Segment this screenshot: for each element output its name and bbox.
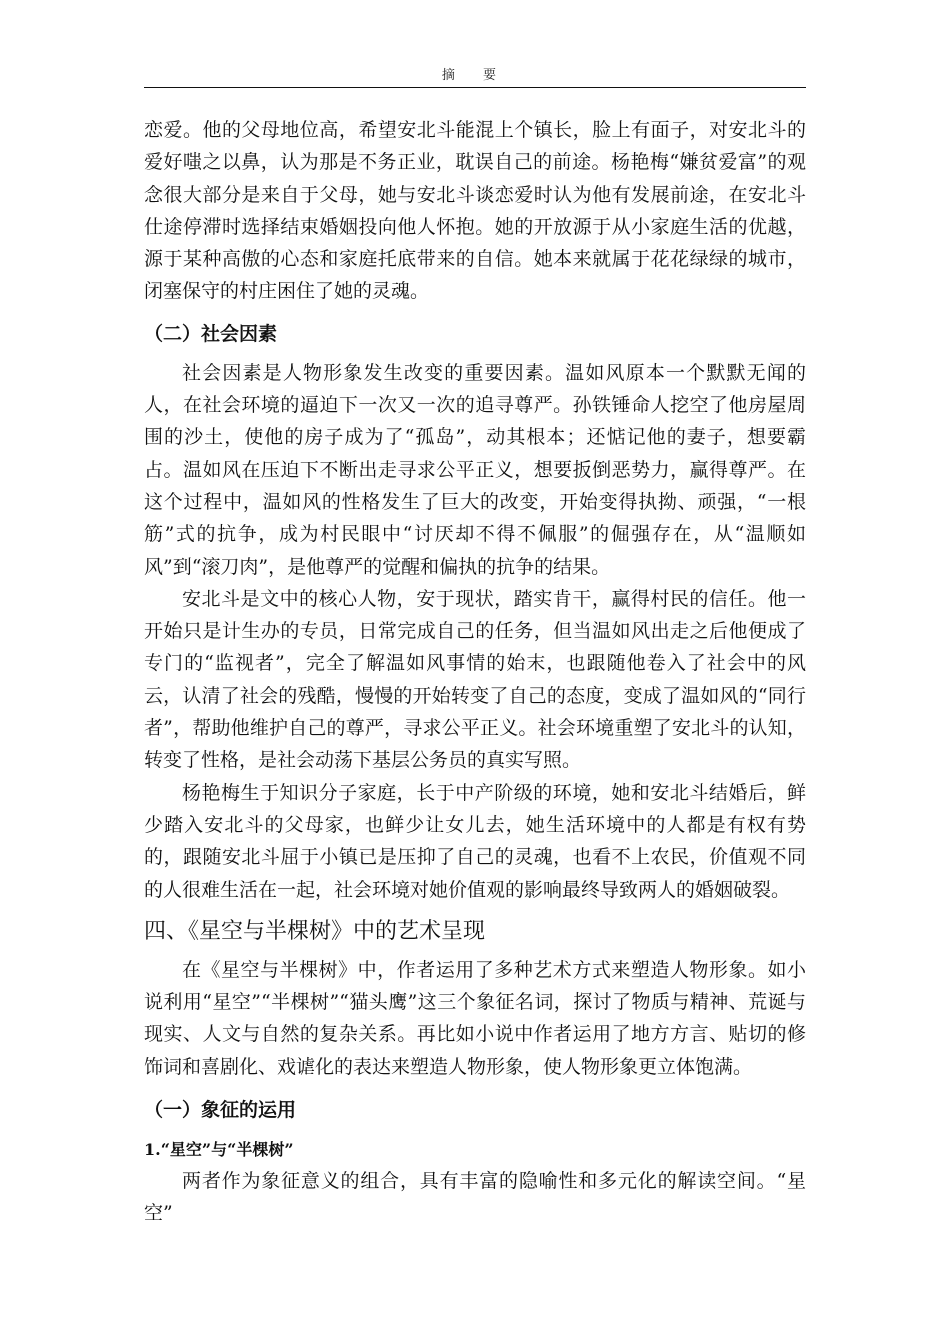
paragraph: 杨艳梅生于知识分子家庭，长于中产阶级的环境，她和安北斗结婚后，鲜少踏入安北斗的父母家，也鲜少让女儿去，她生活环境中的人都是有权有势的，跟随安北斗屈于小镇已是压抑了自己的灵魂，也看不上农民，价值观不同的人很难生活在一起，社会环境对她价值观的影响最终导致两人的婚姻破裂。 <box>144 781 806 901</box>
page-header: 摘 要 <box>441 68 509 83</box>
section-heading-symbolism: （一）象征的运用 <box>144 1099 297 1122</box>
paragraph: 安北斗是文中的核心人物，安于现状，踏实肯干，赢得村民的信任。他一开始只是计生办的专员，日常完成自己的任务，但当温如风出走之后他便成了专门的“监视者”，完全了解温如风事情的始末，也跟随他卷入了社会中的风云，认清了社会的残酷，慢慢的开始转变了自己的态度，变成了温如风的“同行者”，帮助他维护自己的尊严，寻求公平正义。社会环境重塑了安北斗的认知，转变了性格，是社会动荡下基层公务员的真实写照。 <box>144 587 806 772</box>
document-body <box>144 114 806 1230</box>
paragraph: 在《星空与半棵树》中，作者运用了多种艺术方式来塑造人物形象。如小说利用“星空”“半棵树”“猫头鹰”这三个象征名词，探讨了物质与精神、荒诞与现实、人文与自然的复杂关系。再比如小说中作者运用了地方方言、贴切的修饰词和喜剧化、戏谑化的表达来塑造人物形象，使人物形象更立体饱满。 <box>144 958 806 1078</box>
paragraph: 恋爱。他的父母地位高，希望安北斗能混上个镇长，脸上有面子，对安北斗的爱好嗤之以鼻，认为那是不务正业，耽误自己的前途。杨艳梅“嫌贫爱富”的观念很大部分是来自于父母，她与安北斗谈恋爱时认为他有发展前途，在安北斗仕途停滞时选择结束婚姻投向他人怀抱。她的开放源于从小家庭生活的优越，源于某种高傲的心态和家庭托底带来的自信。她本来就属于花花绿绿的城市，闭塞保守的村庄困住了她的灵魂。 <box>144 119 806 303</box>
section-heading-social-factors: （二）社会因素 <box>144 322 278 345</box>
chapter-heading-artistic-presentation: 四、《星空与半棵树》中的艺术呈现 <box>144 918 486 944</box>
paragraph: 社会因素是人物形象发生改变的重要因素。温如风原本一个默默无闻的人，在社会环境的逼迫下一次又一次的追寻尊严。孙铁锤命人挖空了他房屋周围的沙土，使他的房子成为了“孤岛”，动其根本；还惦记他的妻子，想要霸占。温如风在压迫下不断出走寻求公平正义，想要扳倒恶势力，赢得尊严。在这个过程中，温如风的性格发生了巨大的改变，开始变得执拗、顽强，“一根筋”式的抗争，成为村民眼中“讨厌却不得不佩服”的倔强存在，从“温顺如风”到“滚刀肉”，是他尊严的觉醒和偏执的抗争的结果。 <box>144 361 806 578</box>
subsection-heading-starry-sky-half-tree: 1.“星空”与“半棵树” <box>144 1140 294 1160</box>
header-rule <box>144 87 806 88</box>
paragraph: 两者作为象征意义的组合，具有丰富的隐喻性和多元化的解读空间。“星空” <box>144 1170 806 1225</box>
